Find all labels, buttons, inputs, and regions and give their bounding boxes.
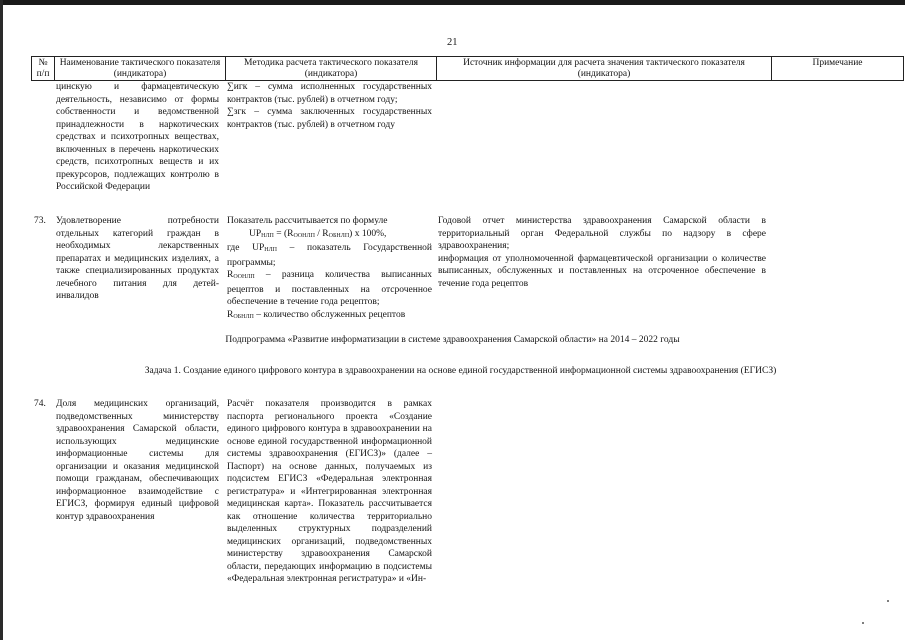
sum-executed-text: – сумма исполненных государственных контрактов (тыс. рублей) в отчетном году; xyxy=(227,82,432,105)
source-annual-report: Годовой отчет министерства здравоохранения Самарской области в территориальный орган Федеральной службы по надзору в сфере здравоохранения; xyxy=(438,216,766,251)
formula-intro: Показатель рассчитывается по формуле xyxy=(227,216,388,226)
scan-top-border xyxy=(0,0,905,5)
header-note: Примечание xyxy=(772,57,904,81)
header-num: № п/п xyxy=(32,57,55,81)
row-73-source xyxy=(438,215,766,290)
formula-r2: RОБНЛП – количество обслуженных рецептов xyxy=(227,309,406,320)
task-title: Задача 1. Создание единого цифрового контура в здравоохранении на основе единой государственной информационной системы здравоохранения (ЕГИСЗ) xyxy=(144,366,777,376)
row-cont-method xyxy=(227,81,432,131)
page-number: 21 xyxy=(447,37,458,48)
formula-where: где UPНЛП – показатель Государственной программы; xyxy=(227,243,433,268)
sum-concluded-symbol: ∑згк xyxy=(227,107,247,117)
sum-executed-symbol: ∑игк xyxy=(227,82,248,92)
header-source: Источник информации для расчета значения тактического показателя (индикатора) xyxy=(437,57,772,81)
source-pharma-org: информация от уполномоченной фармацевтической организации о количестве выписанных, обслуженных и поставленных на отсроченное обеспечение в течение года рецептов xyxy=(438,253,766,289)
row-73-name: Удовлетворение потребности отдельных категорий граждан в необходимых лекарственных препаратах и медицинских изделиях, а также специализированных продуктах лечебного питания для детей-инвалидов xyxy=(56,216,219,301)
subprogram-title: Подпрограмма «Развитие информатизации в системе здравоохранения Самарской области» на 2014 – 2022 годы xyxy=(225,335,680,345)
row-74-number: 74. xyxy=(34,399,46,409)
header-indicator-name: Наименование тактического показателя (индикатора) xyxy=(55,57,226,81)
scan-speck xyxy=(887,600,889,602)
row-74-name: Доля медицинских организаций, подведомственных министерству здравоохранения Самарской области, использующих медицинские информационные системы для организации и оказания медицинской помощи гражданам, обеспечивающих информационное взаимодействие с ЕГИСЗ, формируя единый цифровой контур здравоохранения xyxy=(56,399,219,522)
row-cont-name: цинскую и фармацевтическую деятельность, независимо от формы собственности и ведомственной принадлежности в наркотических средствах и психотропных веществах, включенных в перечень наркотических средств, психотропных веществ и их прекурсоров, подлежащих контролю в Российской Федерации xyxy=(56,82,219,192)
scan-speck xyxy=(862,622,864,624)
formula: UPНЛП = (RООНЛП / RОБНЛП) х 100%, xyxy=(249,228,387,239)
row-73-number: 73. xyxy=(34,216,46,226)
header-method: Методика расчета тактического показателя (индикатора) xyxy=(226,57,437,81)
sum-concluded-text: – сумма заключенных государственных контрактов (тыс. рублей) в отчетном году xyxy=(227,107,432,130)
scan-left-border xyxy=(0,0,3,640)
formula-r1: RООНЛП – разница количества выписанных рецептов и поставленных на отсроченное обеспечение в течение года рецептов; xyxy=(227,270,432,307)
row-74-method: Расчёт показателя производится в рамках паспорта регионального проекта «Создание единого цифрового контура в здравоохранении на основе единой государственной информационной системы здравоохранения (ЕГИСЗ)» (далее – Паспорт) на основе данных, получаемых из подсистем ЕГИСЗ «Федеральная электронная регистратура» и «Интегрированная электронная медицинская карта». Показатель рассчитывается как отношение количества территориально выделенных структурных подразделений медицинских организаций, подведомственных министерству здравоохранения Самарской области, передающих информацию в подсистемы «Федеральная электронная регистратура» и «Ин- xyxy=(227,399,432,584)
row-73-method xyxy=(227,215,432,323)
table-header xyxy=(31,56,904,81)
